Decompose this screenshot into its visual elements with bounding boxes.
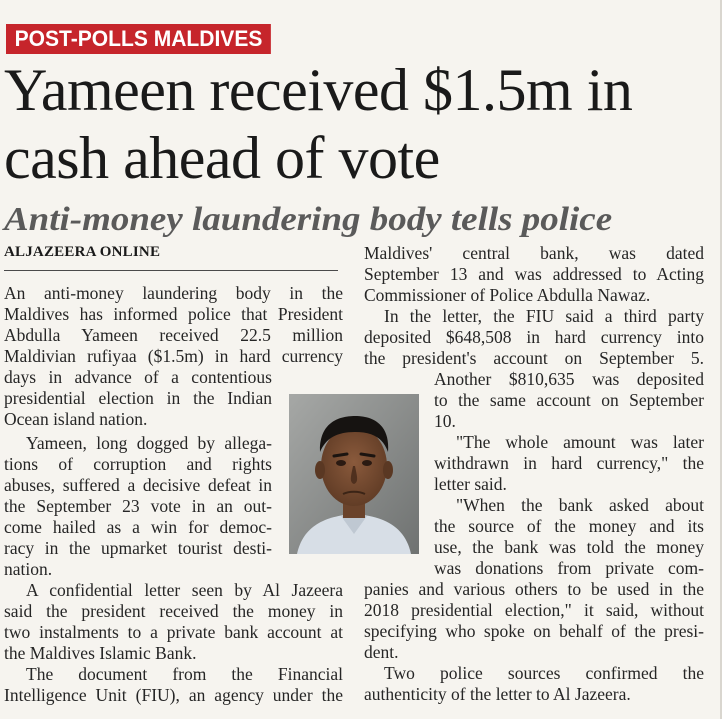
article-line: Commissioner of Police Abdulla Nawaz. <box>364 285 651 305</box>
section-kicker: POST-POLLS MALDIVES <box>6 24 271 54</box>
article-line: 2018 presidential election," it said, without <box>364 600 704 620</box>
article-line: An anti-money laundering body in the <box>4 283 343 303</box>
article-line: dent. <box>364 642 399 662</box>
article-line: authenticity of the letter to Al Jazeera. <box>364 684 631 704</box>
article-line: to the same account on September <box>434 390 704 410</box>
article-line: Ocean island nation. <box>4 409 148 429</box>
article-line: withdrawn in hard currency," the <box>434 453 704 473</box>
article-line: A confidential letter seen by Al Jazeera <box>26 580 343 600</box>
article-line: deposited $648,508 in hard currency into <box>364 327 704 347</box>
article-line: Maldives' central bank, was dated <box>364 243 704 263</box>
article-line: "When the bank asked about <box>456 495 704 515</box>
article-line: said the president received the money in <box>4 601 343 621</box>
article-line: Another $810,635 was deposited <box>434 369 704 389</box>
article-line: nation. <box>4 559 53 579</box>
article-line: Maldivian rufiyaa ($1.5m) in hard currency <box>4 346 343 366</box>
article-line: use, the bank was told the money <box>434 537 704 557</box>
article-line: letter said. <box>434 474 507 494</box>
article-line: September 13 and was addressed to Acting <box>364 264 704 284</box>
article-line: Intelligence Unit (FIU), an agency under the <box>4 685 343 705</box>
byline: ALJAZEERA ONLINE <box>4 244 161 260</box>
article-line: Abdulla Yameen received 22.5 million <box>4 325 343 345</box>
article-line: racy in the upmarket tourist desti- <box>4 538 272 558</box>
byline-rule <box>4 270 338 271</box>
portrait-photo-icon <box>289 394 419 554</box>
article-line: come hailed as a win for democ- <box>4 517 272 537</box>
article-line: the September 23 vote in an out- <box>4 496 272 516</box>
article-line: 10. <box>434 411 456 431</box>
article-line: In the letter, the FIU said a third party <box>384 306 704 326</box>
article-line: days in advance of a contentious <box>4 367 272 387</box>
subheadline: Anti-money laundering body tells police <box>4 201 613 238</box>
article-line: the president's account on September 5. <box>364 348 704 368</box>
article-line: the Maldives Islamic Bank. <box>4 643 197 663</box>
article-line: Two police sources confirmed the <box>384 663 704 683</box>
article-line: tions of corruption and rights <box>4 454 272 474</box>
headline: Yameen received $1.5m in cash ahead of vote <box>4 57 633 191</box>
article-line: panies and various others to be used in the <box>364 579 704 599</box>
article-line: The document from the Financial <box>26 664 343 684</box>
article-line: two instalments to a private bank account at <box>4 622 343 642</box>
article-line: Maldives has informed police that President <box>4 304 343 324</box>
article-line: "The whole amount was later <box>456 432 704 452</box>
article-line: presidential election in the Indian <box>4 388 272 408</box>
article-line: the source of the money and its <box>434 516 704 536</box>
article-line: Yameen, long dogged by allega- <box>26 433 272 453</box>
article-line: abuses, suffered a decisive defeat in <box>4 475 272 495</box>
article-line: was donations from private com- <box>434 558 704 578</box>
article-line: specifying who spoke on behalf of the presi- <box>364 621 704 641</box>
